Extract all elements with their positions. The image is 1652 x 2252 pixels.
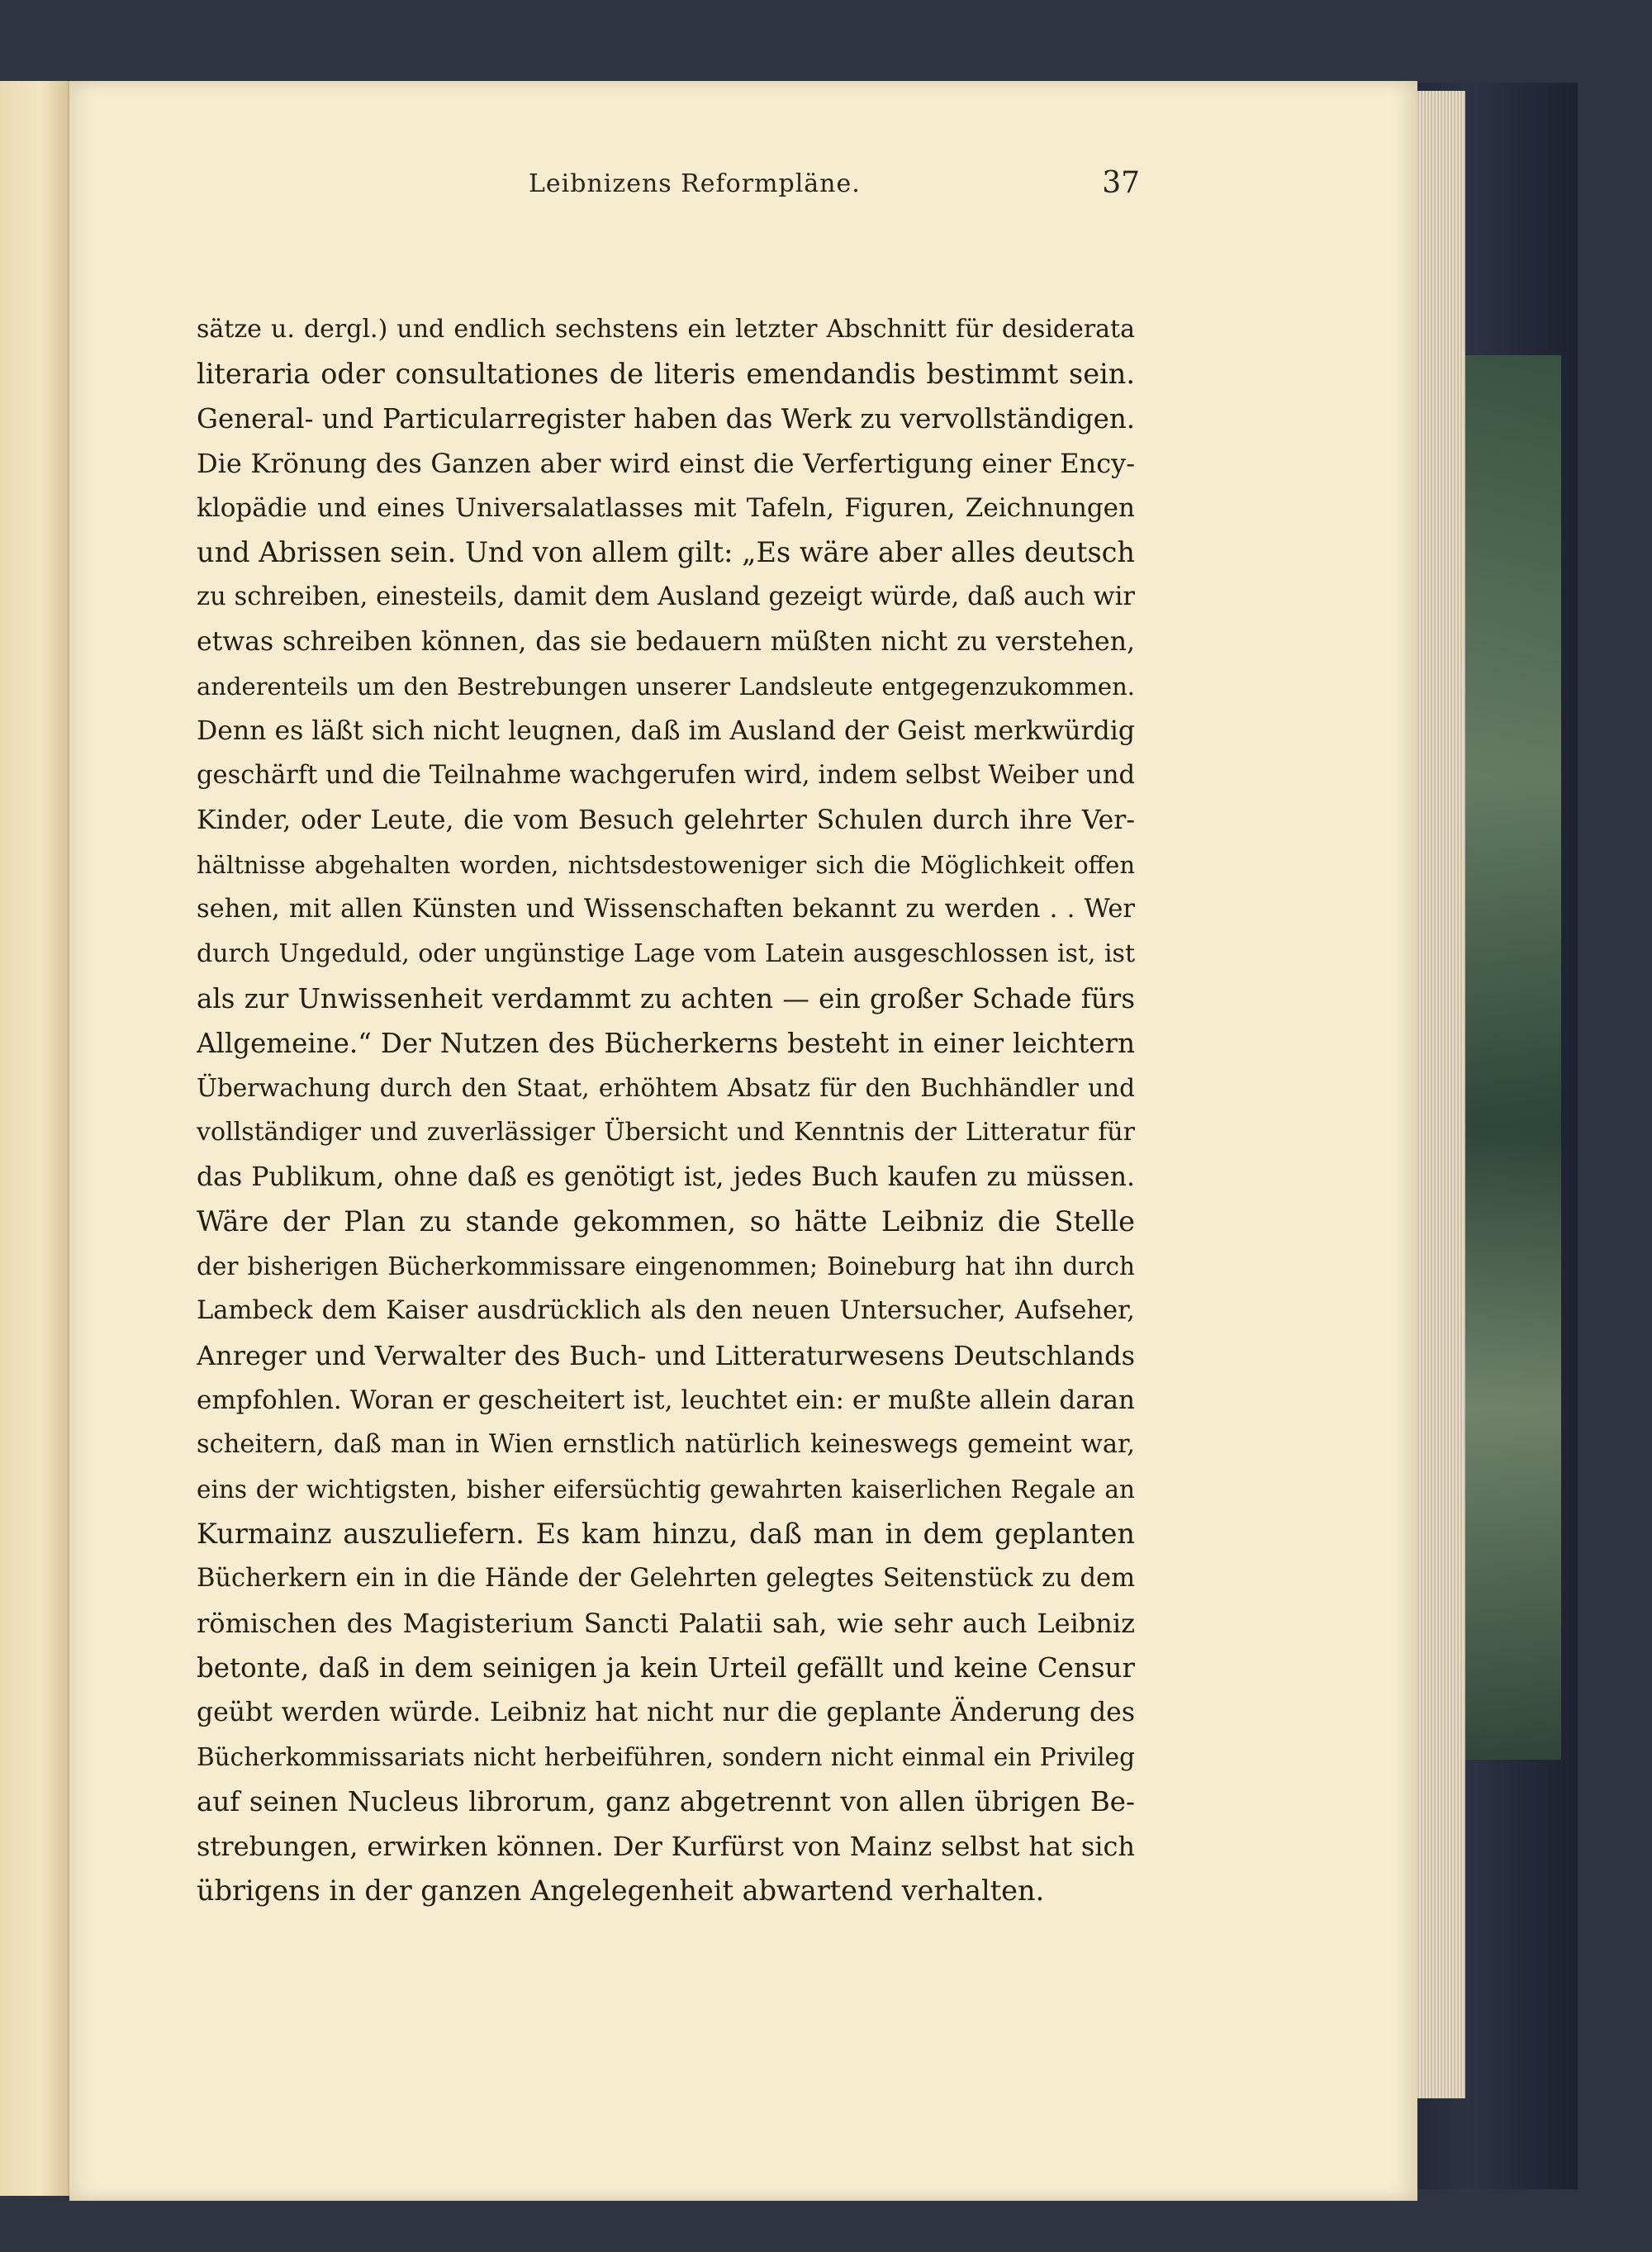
page-number: 37 xyxy=(1102,166,1140,200)
text-line: vollständiger und zuverlässiger Übersicht und Kenntnis der Litteratur für xyxy=(197,1118,1135,1147)
text-line: Allgemeine.“ Der Nutzen des Bücherkerns besteht in einer leichtern xyxy=(197,1028,1135,1059)
page-block-edges xyxy=(1414,91,1465,2098)
text-line: Denn es läßt sich nicht leugnen, daß im Ausland der Geist merkwürdig xyxy=(197,716,1135,746)
text-line: das Publikum, ohne daß es genötigt ist, jedes Buch kaufen zu müssen. xyxy=(197,1162,1135,1192)
running-title: Leibnizens Reformpläne. xyxy=(529,169,861,198)
text-line: Die Krönung des Ganzen aber wird einst die Verfertigung einer Ency- xyxy=(197,448,1135,479)
page-header xyxy=(446,166,1140,219)
text-line: etwas schreiben können, das sie bedauern müßten nicht zu verstehen, xyxy=(197,627,1135,657)
text-line: durch Ungeduld, oder ungünstige Lage vom Latein ausgeschlossen ist, ist xyxy=(197,939,1135,968)
text-line: geschärft und die Teilnahme wachgerufen wird, indem selbst Weiber und xyxy=(197,761,1135,790)
text-line: literaria oder consultationes de literis emendandis bestimmt sein. xyxy=(197,358,1135,390)
text-line: klopädie und eines Universalatlasses mit Tafeln, Figuren, Zeichnungen xyxy=(197,493,1135,523)
text-line: zu schreiben, einesteils, damit dem Ausland gezeigt würde, daß auch wir xyxy=(197,582,1135,611)
text-line: betonte, daß in dem seinigen ja kein Urteil gefällt und keine Censur xyxy=(197,1652,1135,1684)
text-line: Kinder, oder Leute, die vom Besuch gelehrter Schulen durch ihre Ver- xyxy=(197,805,1135,835)
text-line: Anreger und Verwalter des Buch- und Litteraturwesens Deutschlands xyxy=(197,1340,1135,1371)
text-line: geübt werden würde. Leibniz hat nicht nur die geplante Änderung des xyxy=(197,1698,1135,1727)
text-line: und Abrissen sein. Und von allem gilt: „Es wäre aber alles deutsch xyxy=(197,536,1135,568)
text-line: Kurmainz auszuliefern. Es kam hinzu, daß man in dem geplanten xyxy=(197,1518,1135,1550)
text-line: sätze u. dergl.) und endlich sechstens ein letzter Abschnitt für desiderata xyxy=(197,315,1135,344)
text-line: Bücherkommissariats nicht herbeiführen, sondern nicht einmal ein Privileg xyxy=(197,1743,1135,1771)
text-line: Überwachung durch den Staat, erhöhtem Absatz für den Buchhändler und xyxy=(197,1074,1135,1102)
text-line: empfohlen. Woran er gescheitert ist, leuchtet ein: er mußte allein daran xyxy=(197,1385,1135,1415)
text-line: Lambeck dem Kaiser ausdrücklich als den neuen Untersucher, Aufseher, xyxy=(197,1296,1135,1325)
text-line: Wäre der Plan zu stande gekommen, so hätte Leibniz die Stelle xyxy=(197,1205,1135,1238)
text-line: sehen, mit allen Künsten und Wissenschaften bekannt zu werden . . Wer xyxy=(197,895,1135,924)
text-line: auf seinen Nucleus librorum, ganz abgetrennt von allen übrigen Be- xyxy=(197,1786,1135,1817)
body-text xyxy=(197,307,1135,1913)
text-line: der bisherigen Bücherkommissare eingenommen; Boineburg hat ihn durch xyxy=(197,1252,1135,1280)
text-line: Bücherkern ein in die Hände der Gelehrten gelegtes Seitenstück zu dem xyxy=(197,1564,1135,1593)
text-line: römischen des Magisterium Sancti Palatii sah, wie sehr auch Leibniz xyxy=(197,1608,1135,1639)
facing-page-edge xyxy=(0,81,69,2196)
text-line: scheitern, daß man in Wien ernstlich natürlich keineswegs gemeint war, xyxy=(197,1430,1135,1459)
text-line: anderenteils um den Bestrebungen unserer Landsleute entgegenzukommen. xyxy=(197,672,1135,701)
text-line: übrigens in der ganzen Angelegenheit abwartend verhalten. xyxy=(197,1874,1045,1907)
text-line: als zur Unwissenheit verdammt zu achten — ein großer Schade fürs xyxy=(197,983,1135,1014)
text-line: General- und Particularregister haben das Werk zu vervollständigen. xyxy=(197,403,1135,435)
text-line: strebungen, erwirken können. Der Kurfürst von Mainz selbst hat sich xyxy=(197,1831,1135,1862)
text-line: hältnisse abgehalten worden, nichtsdestoweniger sich die Möglichkeit offen xyxy=(197,851,1135,879)
text-line: eins der wichtigsten, bisher eifersüchtig gewahrten kaiserlichen Regale an xyxy=(197,1475,1135,1504)
